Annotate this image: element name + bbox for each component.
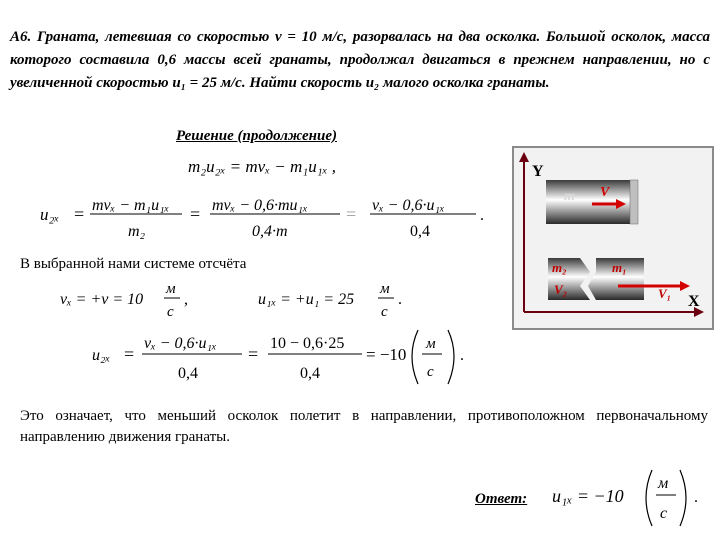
y-axis-label: Y [532,163,544,180]
problem-text: Граната, летевшая со скоростью v = 10 м/с, разорвалась на два осколка. Большой осколок, масса которого составила 0,6 массы всей гранаты, продолжал двигаться в прежнем направлении, но с увеличенной скоростью u₁ = 25 м/с. Найти скорость u₂ малого осколка гранаты. [10,29,710,91]
svg-text:.: . [398,291,402,308]
calc-num1: vₓ − 0,6·u₁ₓ [144,335,217,352]
eq2-lhs: u₂ₓ [40,205,60,224]
equation-momentum [150,150,390,180]
grenade-body [546,180,636,224]
answer-lhs: u₁ₓ = −10 [552,486,624,506]
explosion-diagram [512,146,714,330]
frac2-num: mvₓ − 0,6·mu₁ₓ [212,197,308,214]
calc-unit-den: с [427,364,434,380]
equation-projections [60,278,420,328]
frac3-den: 0,4 [410,223,430,240]
frac2-den: 0,4·m [252,223,288,240]
u1x-unit-num: м [380,281,390,297]
svg-text:=: = [346,204,357,224]
grenade-velocity-label: V [600,185,610,200]
problem-number: А6. [10,29,32,45]
u1x-unit-den: с [381,304,388,320]
vx-unit-den: с [167,304,174,320]
eq1-text: m₂u₂ₓ = mvₓ − m₁u₁ₓ , [188,157,336,176]
svg-text:=: = [190,204,201,224]
equation-u2x-numeric [92,326,472,388]
svg-text:.: . [460,347,464,364]
svg-text:=: = [248,344,259,364]
calc-num2: 10 − 0,6·25 [270,335,345,352]
vx-unit-num: м [166,281,176,297]
frac1-den: m₂ [128,223,146,240]
calc-lhs: u₂ₓ [92,347,111,364]
svg-text:=: = [74,204,85,224]
x-axis-label: X [688,293,700,310]
answer-label: Ответ: [475,491,528,507]
large-fragment-velocity-label: V₁ [658,286,672,301]
large-fragment-mass-label: m₁ [612,260,627,275]
problem-statement [10,26,710,95]
small-fragment-velocity-label: V₂ [554,282,568,297]
frac3-num: vₓ − 0,6·u₁ₓ [372,197,445,214]
solution-heading: Решение (продолжение) [176,128,337,144]
calc-unit-num: м [426,336,436,352]
answer-equation [548,466,708,528]
conclusion-text: Это означает, что меньший осколок полетит в направлении, противоположном первоначальному направлению движения гранаты. [20,408,708,445]
svg-text:.: . [480,207,484,224]
vx-lhs: vₓ = +v = 10 [60,291,144,308]
calc-result: = −10 [366,345,407,364]
svg-text:.: . [694,489,698,506]
frame-text: В выбранной нами системе отсчёта [20,256,247,272]
frac1-num: mvₓ − m₁u₁ₓ [92,197,170,214]
calc-den2: 0,4 [300,365,320,382]
answer-unit-num: м [658,475,669,492]
answer-unit-den: с [660,505,668,522]
calc-den1: 0,4 [178,365,198,382]
svg-text:,: , [184,291,188,308]
svg-text:=: = [124,344,135,364]
equation-u2x-general [40,188,500,250]
small-fragment-mass-label: m₂ [552,260,567,275]
grenade-mass-label: m [564,189,575,204]
u1x-lhs: u₁ₓ = +u₁ = 25 [258,291,355,308]
